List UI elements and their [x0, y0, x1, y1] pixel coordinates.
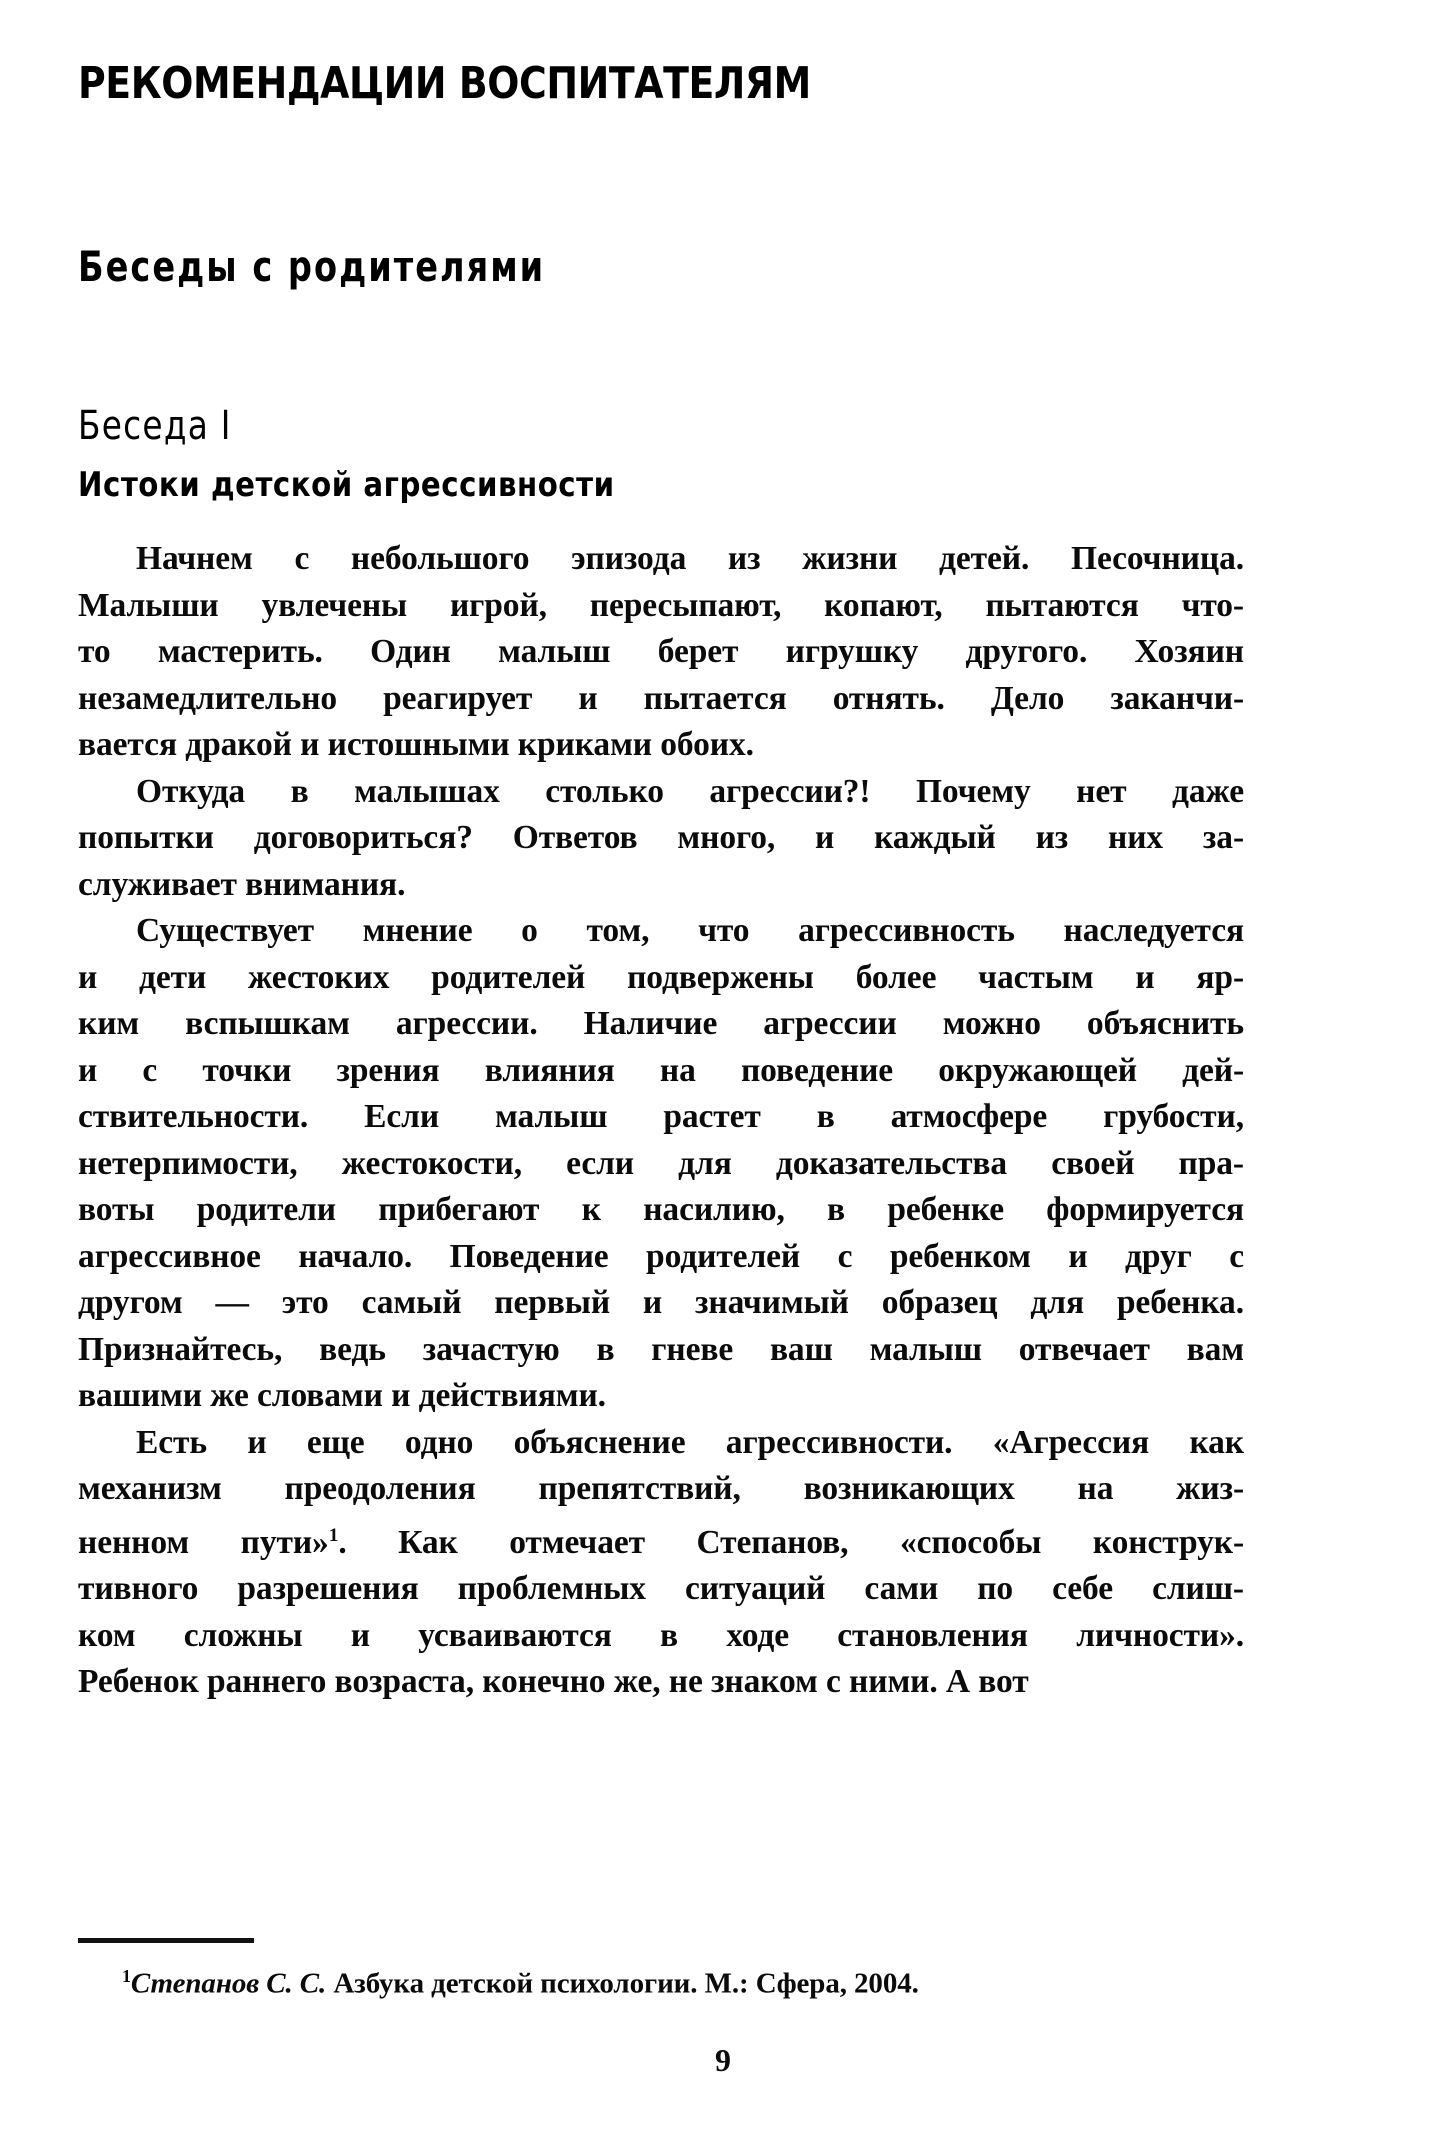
text-line: Ребенок раннего возраста, конечно же, не знаком с ними. А вот	[78, 1663, 1029, 1701]
text-line: то мастерить. Один малыш берет игрушку другого. Хозяин	[78, 633, 1244, 670]
text-line: и с точки зрения влияния на поведение окружающей дей-	[78, 1051, 1244, 1089]
talk-number-heading: Беседа I	[78, 403, 232, 449]
text-line: служивает внимания.	[78, 865, 406, 903]
paragraph-3	[78, 908, 1244, 1420]
text-line-with-footnote-ref	[78, 1513, 1244, 1567]
text-line: незамедлительно реагирует и пытается отнять. Дело заканчи-	[78, 679, 1244, 717]
text-fragment: ненном пути»	[78, 1523, 329, 1561]
text-line: Откуда в малышах столько агрессии?! Почему нет даже	[136, 772, 1244, 810]
text-line: нетерпимости, жестокости, если для доказательства своей пра-	[78, 1144, 1244, 1182]
text-line: воты родители прибегают к насилию, в ребенке формируется	[78, 1191, 1244, 1228]
footnote-citation: Азбука детской психологии. М.: Сфера, 2004.	[326, 1967, 919, 2000]
footnote-reference[interactable]: 1	[328, 1524, 339, 1546]
text-line: вашими же словами и действиями.	[78, 1377, 606, 1414]
text-line: Малыши увлечены игрой, пересыпают, копают, пытаются что-	[78, 586, 1244, 624]
page-title: РЕКОМЕНДАЦИИ ВОСПИТАТЕЛЯМ	[78, 58, 811, 109]
text-line: ком сложны и усваиваются в ходе становления личности».	[78, 1616, 1244, 1654]
text-line: другом — это самый первый и значимый образец для ребенка.	[78, 1284, 1244, 1321]
paragraph-2	[78, 769, 1244, 909]
footnote-marker: 1	[122, 1966, 131, 1986]
paragraph-1	[78, 536, 1244, 769]
text-line: попытки договориться? Ответов много, и каждый из них за-	[78, 819, 1244, 856]
text-line: механизм преодоления препятствий, возникающих на жиз-	[78, 1470, 1244, 1507]
footnote-area	[78, 1938, 1368, 2003]
text-line: тивного разрешения проблемных ситуаций сами по себе слиш-	[78, 1570, 1244, 1608]
footnote-text	[78, 1957, 1368, 2003]
text-line: и дети жестоких родителей подвержены более частым и яр-	[78, 958, 1244, 996]
text-line: агрессивное начало. Поведение родителей с ребенком и друг с	[78, 1237, 1244, 1275]
text-line: Признайтесь, ведь зачастую в гневе ваш малыш отвечает вам	[78, 1330, 1244, 1368]
text-line: Есть и еще одно объяснение агрессивности. «Агрессия как	[136, 1423, 1244, 1461]
talk-subject-heading: Истоки детской агрессивности	[78, 465, 615, 505]
text-line: вается дракой и истошными криками обоих.	[78, 726, 754, 763]
footnote-separator-rule	[78, 1938, 254, 1943]
section-title: Беседы с родителями	[78, 242, 546, 291]
paragraph-4	[78, 1420, 1244, 1706]
text-line: ким вспышкам агрессии. Наличие агрессии можно объяснить	[78, 1005, 1244, 1042]
footnote-author: Степанов С. С.	[130, 1967, 327, 2000]
body-text	[78, 536, 1244, 1706]
text-line: Существует мнение о том, что агрессивность наследуется	[136, 912, 1244, 949]
text-line: ствительности. Если малыш растет в атмосфере грубости,	[78, 1098, 1244, 1135]
text-fragment: . Как отмечает Степанов, «способы конструк-	[338, 1523, 1244, 1561]
text-line: Начнем с небольшого эпизода из жизни детей. Песочница.	[136, 540, 1244, 577]
page-number: 9	[715, 2042, 731, 2078]
text-column	[78, 0, 1368, 2142]
